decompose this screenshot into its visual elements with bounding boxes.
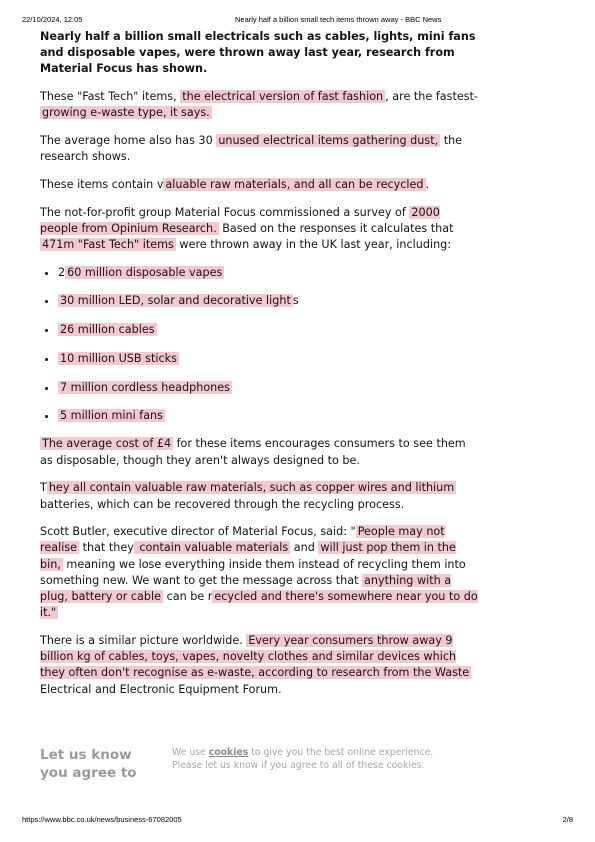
print-page-number: 2/8 xyxy=(562,815,573,824)
highlight: 60 million disposable vapes xyxy=(67,265,223,279)
text: batteries, which can be recovered through the recycling process. xyxy=(40,497,405,511)
highlight: 2000 people from Opinium Research. xyxy=(40,205,440,235)
paragraph-recovery xyxy=(40,480,480,512)
paragraph-average-cost xyxy=(40,436,480,468)
highlight: aluable raw materials, and all can be recycled xyxy=(165,177,424,191)
highlight: People may not realise xyxy=(40,525,445,555)
list-item xyxy=(58,293,480,309)
highlight: 30 million LED, solar and decorative light xyxy=(60,294,291,308)
text: , are the fastest- xyxy=(385,90,478,104)
print-url: https://www.bbc.co.uk/news/business-67082005 xyxy=(22,815,182,824)
print-datetime: 22/10/2024, 12:05 xyxy=(22,15,83,24)
paragraph-average-home xyxy=(40,133,480,165)
highlight: ecycled and there's somewhere near you to do it." xyxy=(40,590,478,620)
text: These "Fast Tech" items, xyxy=(40,90,181,104)
cookies-link[interactable]: cookies xyxy=(208,747,249,758)
text: Electrical and Electronic Equipment Forum. xyxy=(40,682,282,696)
text: 2 xyxy=(58,265,66,279)
highlight: 7 million cordless headphones xyxy=(60,380,230,394)
text: meaning we lose everything inside them instead of recycling them into something new. We want to get the message across that xyxy=(40,557,466,587)
list-item xyxy=(58,265,480,281)
highlight: anything with a plug, battery or cable xyxy=(40,573,452,604)
text: to give you the best online experience. Please let us know if you agree to all of these cookies. xyxy=(172,747,434,771)
highlight: 471m "Fast Tech" items xyxy=(42,238,174,252)
highlight: 10 million USB sticks xyxy=(60,351,177,365)
text: There is a similar picture worldwide. xyxy=(40,633,247,647)
article-body xyxy=(40,29,480,709)
text: s xyxy=(292,294,299,308)
print-page-title: Nearly half a billion small tech items thrown away - BBC News xyxy=(235,15,442,24)
text: that they xyxy=(79,541,134,555)
list-item xyxy=(58,351,480,367)
text: can be r xyxy=(163,590,213,604)
text: The average home also has 30 xyxy=(40,134,217,148)
list-item xyxy=(58,408,480,424)
highlight: Every year consumers throw away 9 billion kg of cables, toys, vapes, novelty clothes and similar devices which they often don't recognise as e-waste, according to research from the Waste xyxy=(40,633,470,680)
paragraph-fast-tech xyxy=(40,89,480,121)
text: T xyxy=(40,481,47,495)
highlight: hey all contain valuable raw materials, such as copper wires and lithium xyxy=(48,481,455,495)
highlight: The average cost of £4 xyxy=(42,437,172,451)
highlight: growing e-waste type, it says. xyxy=(42,106,210,120)
cookie-banner-text xyxy=(172,747,462,772)
article-lede: Nearly half a billion small electricals such as cables, lights, mini fans and disposable vapes, were thrown away last year, research from Material Focus has shown. xyxy=(40,30,476,76)
text: were thrown away in the UK last year, including: xyxy=(175,238,452,252)
print-footer xyxy=(22,815,573,827)
text: The not-for-profit group Material Focus commissioned a survey of xyxy=(40,205,410,219)
cookie-banner xyxy=(40,746,500,791)
text: for these items encourages consumers to see them as disposable, though they aren't always designed to be. xyxy=(40,437,466,467)
paragraph-raw-materials xyxy=(40,177,480,193)
text: We use xyxy=(172,747,209,758)
cookie-banner-headline: Let us know you agree to xyxy=(40,747,137,781)
text: Based on the responses it calculates that xyxy=(218,221,454,235)
text: and xyxy=(290,541,319,555)
paragraph-worldwide xyxy=(40,633,480,698)
highlight: contain valuable materials xyxy=(135,541,289,555)
text: . xyxy=(425,177,430,191)
highlight: will just pop them in the bin, xyxy=(40,541,456,571)
paragraph-quote xyxy=(40,524,480,621)
highlight: 26 million cables xyxy=(60,323,155,337)
text: These items contain v xyxy=(40,177,164,191)
highlight: 5 million mini fans xyxy=(60,409,163,423)
paragraph-survey xyxy=(40,205,480,254)
list-item xyxy=(58,380,480,396)
text: Scott Butler, executive director of Material Focus, said: " xyxy=(40,525,356,539)
fast-tech-list xyxy=(40,265,480,425)
highlight: unused electrical items gathering dust, xyxy=(218,134,439,148)
print-header xyxy=(22,15,573,27)
text: the research shows. xyxy=(40,134,463,164)
list-item xyxy=(58,322,480,338)
highlight: the electrical version of fast fashion xyxy=(182,90,384,104)
